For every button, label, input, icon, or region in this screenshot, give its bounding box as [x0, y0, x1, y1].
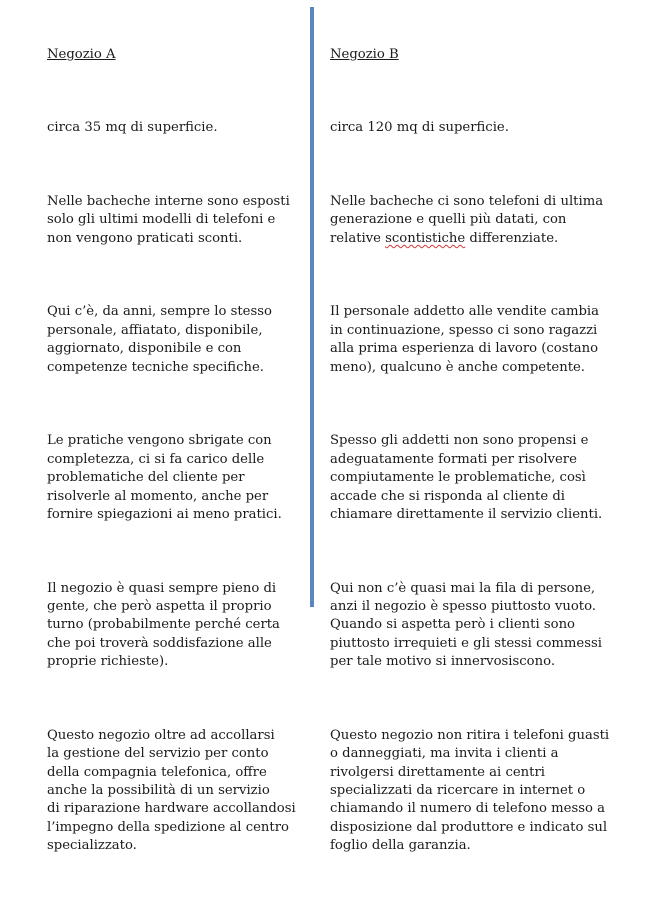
paragraph-text: relative — [330, 230, 386, 246]
column-heading: Negozio B — [330, 46, 399, 62]
paragraph: Questo negozio oltre ad accollarsi la gestione del servizio per conto della compagnia telefonica, offre anche la possibilità di un servizio di riparazione hardware accollandosi l’impegno della spedizione al centro specializzato. — [47, 727, 296, 854]
column-negozio-a — [47, 9, 307, 911]
paragraph-text: Nelle bacheche ci sono telefoni di ultima generazione e quelli più datati, con — [330, 194, 604, 228]
paragraph: circa 35 mq di superficie. — [47, 120, 218, 136]
paragraph: Nelle bacheche interne sono esposti solo gli ultimi modelli di telefoni e non vengono praticati sconti. — [47, 194, 290, 246]
column-heading: Negozio A — [47, 46, 116, 62]
paragraph: Le pratiche vengono sbrigate con completezza, ci si fa carico delle problematiche del cliente per risolverle al momento, anche per fornire spiegazioni ai meno pratici. — [47, 433, 282, 522]
paragraph: Spesso gli addetti non sono propensi e adeguatamente formati per risolvere compiutamente le problematiche, così accade che si risponda al cliente di chiamare direttamente il servizio clienti. — [330, 433, 603, 522]
paragraph — [330, 193, 640, 248]
paragraph: Qui non c’è quasi mai la fila di persone, anzi il negozio è spesso piuttosto vuoto. Quando si aspetta però i clienti sono piuttosto irrequieti e gli stessi commessi per tale motivo si innervosiscono. — [330, 580, 602, 670]
column-divider — [310, 7, 314, 607]
paragraph: Questo negozio non ritira i telefoni guasti o danneggiati, ma invita i clienti a rivolgersi direttamente ai centri specializzati da ricercare in internet o chiamando il numero di telefono messo a disposizione dal produttore e indicato sul foglio della garanzia. — [330, 727, 610, 854]
paragraph: Il negozio è quasi sempre pieno di gente, che però aspetta il proprio turno (probabilmente perché certa che poi troverà soddisfazione alle proprie richieste). — [47, 580, 280, 670]
column-negozio-b — [330, 9, 640, 911]
paragraph: Il personale addetto alle vendite cambia in continuazione, spesso ci sono ragazzi alla prima esperienza di lavoro (costano meno), qualcuno è anche competente. — [330, 304, 599, 375]
paragraph: Qui c’è, da anni, sempre lo stesso personale, affiatato, disponibile, aggiornato, disponibile e con competenze tecniche specifiche. — [47, 304, 272, 375]
spellcheck-flagged-word[interactable]: scontistiche — [385, 230, 466, 246]
paragraph: circa 120 mq di superficie. — [330, 120, 509, 136]
paragraph-text: differenziate. — [465, 230, 559, 246]
